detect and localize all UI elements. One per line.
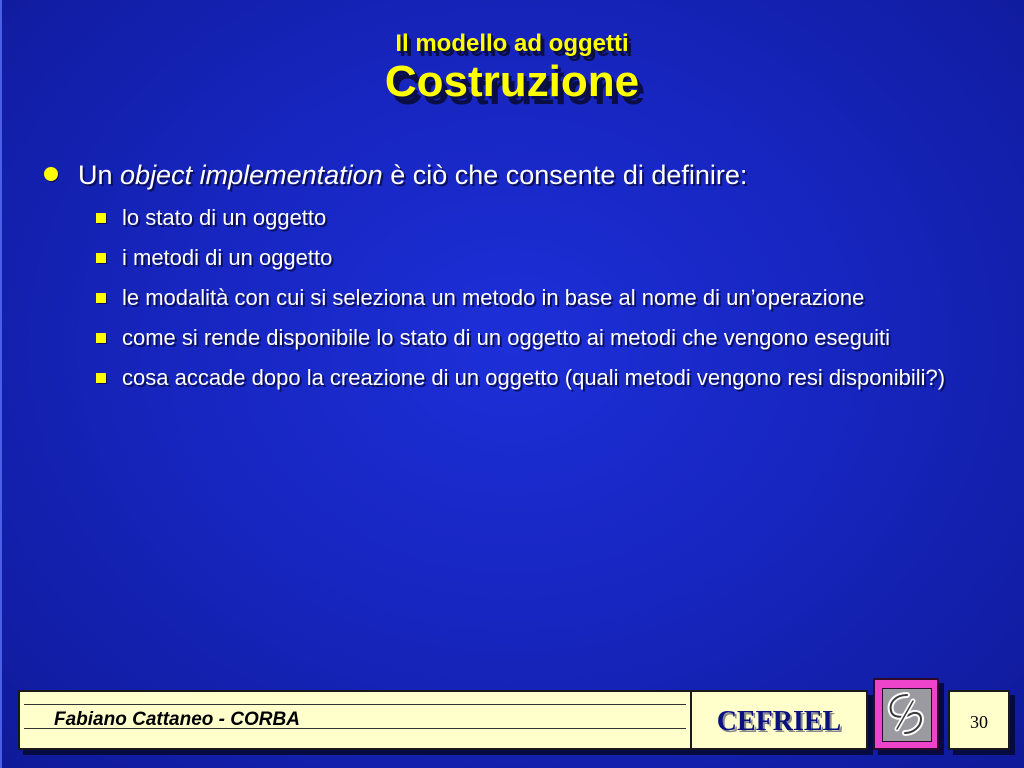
square-bullet-icon <box>96 213 106 223</box>
square-bullet-icon <box>96 253 106 263</box>
square-bullet-icon <box>96 333 106 343</box>
main-bullet-italic: object implementation <box>120 160 383 190</box>
footer-author: Fabiano Cattaneo - CORBA <box>54 709 300 730</box>
logo-swirl-icon <box>883 689 931 741</box>
title-block <box>0 30 1024 104</box>
slide-subtitle: Il modello ad oggetti <box>395 30 629 57</box>
slide-left-border <box>0 0 2 768</box>
round-bullet-icon <box>44 167 58 181</box>
square-bullet-icon <box>96 373 106 383</box>
main-bullet-prefix: Un <box>78 160 121 190</box>
sub-bullet <box>96 364 1004 392</box>
sub-bullet <box>96 244 1004 272</box>
company-box <box>690 690 868 750</box>
square-bullet-icon <box>96 293 106 303</box>
company-name: CEFRIEL <box>716 706 842 737</box>
sub-bullet-text: i metodi di un oggetto <box>122 245 333 270</box>
logo-inner <box>882 688 932 742</box>
page-number-box <box>948 690 1010 750</box>
sub-bullet <box>96 284 1004 312</box>
sub-bullet-text: come si rende disponibile lo stato di un oggetto ai metodi che vengono eseguiti <box>122 325 891 350</box>
sub-bullet-text: cosa accade dopo la creazione di un oggetto (quali metodi vengono resi disponibili?) <box>122 365 946 390</box>
sub-bullet <box>96 324 1004 352</box>
sub-bullet <box>96 204 1004 232</box>
cefriel-logo-icon <box>873 678 939 750</box>
slide-content <box>44 158 1004 404</box>
slide-title: Costruzione <box>384 57 640 106</box>
page-number: 30 <box>970 712 988 732</box>
main-bullet <box>44 158 1004 192</box>
footer-divider-top <box>24 704 686 705</box>
sub-bullet-text: lo stato di un oggetto <box>122 205 327 230</box>
main-bullet-suffix: è ciò che consente di definire: <box>382 160 748 190</box>
footer-author-box <box>18 690 692 750</box>
main-bullet-text <box>78 158 747 192</box>
sub-bullet-text: le modalità con cui si seleziona un metodo in base al nome di un’operazione <box>122 285 865 310</box>
